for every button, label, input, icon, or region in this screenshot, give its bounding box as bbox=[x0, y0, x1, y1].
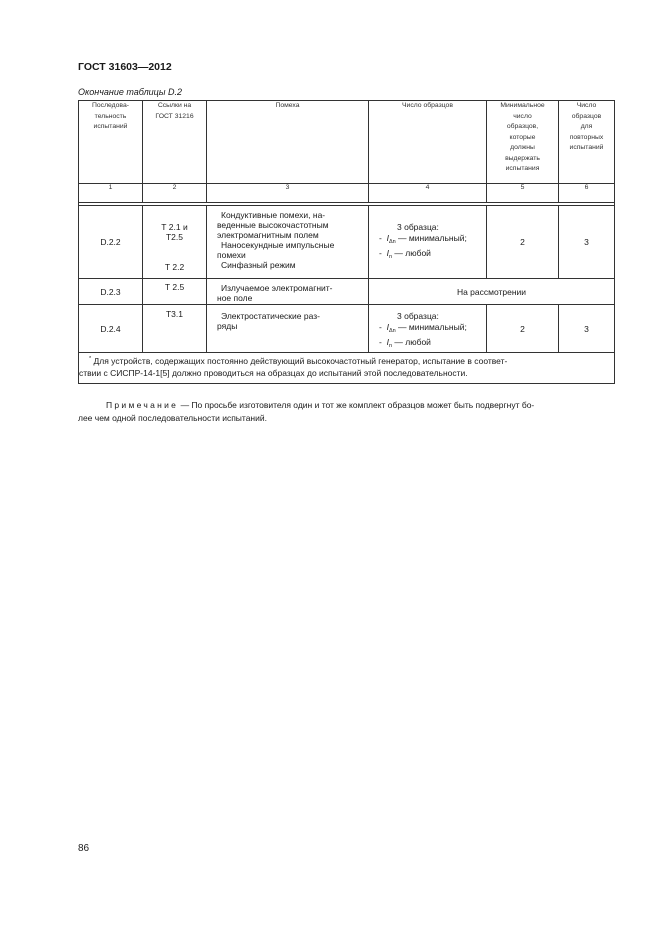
reference: Т 2.5 bbox=[164, 282, 185, 292]
table-footnote bbox=[79, 353, 615, 384]
current-subscript: n bbox=[388, 254, 393, 260]
list-dash: - bbox=[379, 322, 382, 332]
col-header-references: Ссылки на ГОСТ 31216 bbox=[143, 101, 207, 184]
col-header-interference: Помеха bbox=[207, 101, 369, 184]
current-symbol: I bbox=[386, 337, 389, 347]
samples-item bbox=[369, 337, 486, 352]
samples-item-text: — минимальный; bbox=[395, 322, 467, 332]
row-interference bbox=[207, 305, 369, 353]
row-min-samples: 2 bbox=[487, 206, 559, 279]
column-number: 2 bbox=[143, 184, 207, 203]
footnote-line bbox=[79, 353, 614, 367]
current-subscript: n bbox=[388, 343, 393, 349]
reference: Т2.5 bbox=[165, 232, 183, 242]
row-samples bbox=[369, 305, 487, 353]
row-interference bbox=[207, 206, 369, 279]
column-number: 6 bbox=[559, 184, 615, 203]
column-number: 4 bbox=[369, 184, 487, 203]
samples-item-text: — любой bbox=[392, 337, 431, 347]
table-footnote-row bbox=[79, 353, 615, 384]
requirements-table bbox=[78, 100, 615, 384]
samples-head: 3 образца: bbox=[397, 222, 439, 232]
samples-head: 3 образца: bbox=[397, 311, 439, 321]
interference-line: Кондуктивные помехи, на- bbox=[221, 210, 326, 220]
current-symbol: I bbox=[386, 322, 389, 332]
table-row bbox=[79, 305, 615, 353]
col-header-samples: Число образцов bbox=[369, 101, 487, 184]
note-text: — По просьбе изготовителя один и тот же комплект образцов может быть подвергнут бо- bbox=[178, 400, 535, 410]
row-interference bbox=[207, 279, 369, 305]
col-header-repeat-samples: Число образцов для повторных испытаний bbox=[559, 101, 615, 184]
note-text-continued: лее чем одной последовательности испытаний. bbox=[78, 413, 267, 423]
row-references bbox=[143, 206, 207, 279]
table-header-row bbox=[79, 101, 615, 184]
row-references bbox=[143, 305, 207, 353]
column-number-row bbox=[79, 184, 615, 203]
col-header-min-samples: Минимальное число образцов, которые должны выдержать испытания bbox=[487, 101, 559, 184]
interference-line: Электростатические раз- bbox=[221, 311, 320, 321]
interference-line: Наносекундные импульсные bbox=[221, 240, 335, 250]
row-references bbox=[143, 279, 207, 305]
row-status-merged: На рассмотрении bbox=[369, 279, 615, 305]
reference: Т 2.2 bbox=[164, 262, 185, 272]
column-number: 5 bbox=[487, 184, 559, 203]
samples-item bbox=[369, 233, 486, 248]
current-symbol: I bbox=[386, 248, 389, 258]
document-title: ГОСТ 31603—2012 bbox=[78, 61, 172, 73]
list-dash: - bbox=[379, 233, 382, 243]
footnote-mark: * bbox=[89, 356, 92, 362]
row-sequence: D.2.2 bbox=[79, 206, 143, 279]
interference-line: ряды bbox=[217, 321, 238, 331]
row-samples bbox=[369, 206, 487, 279]
row-repeat-samples: 3 bbox=[559, 206, 615, 279]
current-subscript: Δn bbox=[388, 328, 396, 334]
interference-line: электромагнитным полем bbox=[217, 230, 319, 240]
footnote-line: ствии с СИСПР-14-1[5] должно проводиться на образцах до испытаний этой последовательности. bbox=[79, 367, 468, 378]
list-dash: - bbox=[379, 248, 382, 258]
row-sequence: D.2.4 bbox=[79, 305, 143, 353]
interference-line: Излучаемое электромагнит- bbox=[221, 283, 333, 293]
row-min-samples: 2 bbox=[487, 305, 559, 353]
note-label: Примечание bbox=[106, 400, 179, 410]
interference-line: веденные высокочастотным bbox=[217, 220, 329, 230]
list-dash: - bbox=[379, 337, 382, 347]
row-repeat-samples: 3 bbox=[559, 305, 615, 353]
footnote-text: Для устройств, содержащих постоянно действующий высокочастотный генератор, испытание в соответ- bbox=[91, 355, 508, 366]
samples-item bbox=[369, 248, 486, 263]
table-caption: Окончание таблицы D.2 bbox=[78, 87, 182, 97]
col-header-sequence: Последова- тельность испытаний bbox=[79, 101, 143, 184]
current-subscript: Δn bbox=[388, 239, 396, 245]
interference-line: ное поле bbox=[217, 293, 253, 303]
samples-item bbox=[369, 322, 486, 337]
page-number: 86 bbox=[78, 843, 90, 854]
reference: Т3.1 bbox=[165, 309, 183, 319]
interference-line: Синфазный режим bbox=[221, 260, 296, 270]
interference-line: помехи bbox=[217, 250, 246, 260]
note-paragraph bbox=[78, 399, 614, 425]
table-row bbox=[79, 279, 615, 305]
table-row bbox=[79, 206, 615, 279]
samples-item-text: — минимальный; bbox=[395, 233, 467, 243]
reference: Т 2.1 и bbox=[161, 222, 188, 232]
samples-item-text: — любой bbox=[392, 248, 431, 258]
current-symbol: I bbox=[386, 233, 389, 243]
row-sequence: D.2.3 bbox=[79, 279, 143, 305]
column-number: 1 bbox=[79, 184, 143, 203]
column-number: 3 bbox=[207, 184, 369, 203]
